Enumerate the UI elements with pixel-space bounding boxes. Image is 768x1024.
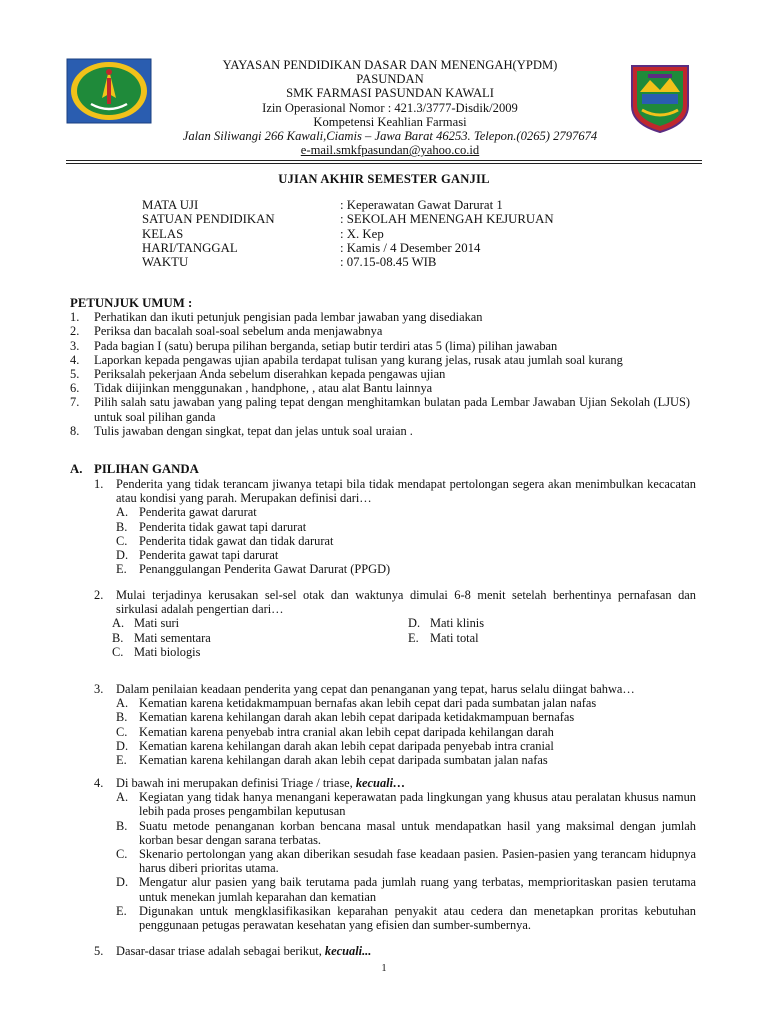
instruction-number: 6. bbox=[70, 381, 80, 396]
instruction-number: 8. bbox=[70, 423, 80, 438]
question-1 bbox=[94, 477, 696, 576]
option-letter: A. bbox=[116, 505, 129, 520]
answer-options bbox=[116, 696, 696, 767]
option-letter: E. bbox=[116, 562, 127, 577]
info-value: : 07.15-08.45 WIB bbox=[340, 255, 437, 270]
option-letter: D. bbox=[408, 616, 421, 631]
info-key: WAKTU bbox=[142, 255, 189, 270]
exam-title: UJIAN AKHIR SEMESTER GANJIL bbox=[278, 172, 490, 186]
section-title: PILIHAN GANDA bbox=[94, 462, 199, 476]
answer-options bbox=[116, 790, 696, 932]
option-text: Mati sementara bbox=[134, 630, 211, 645]
instruction-item bbox=[70, 310, 690, 324]
foundation-subname: PASUNDAN bbox=[356, 72, 424, 87]
option-text: Suatu metode penanganan korban bencana masal untuk mendapatkan hasil yang maksimal dengan jumlah korban besar dengan sarana terbatas. bbox=[139, 818, 696, 847]
options-column bbox=[408, 616, 484, 644]
answer-option[interactable] bbox=[116, 534, 696, 548]
option-text: Kematian karena kehilangan darah akan lebih cepat daripada sumbatan jalan nafas bbox=[139, 753, 548, 768]
answer-option[interactable] bbox=[408, 631, 484, 645]
instruction-number: 2. bbox=[70, 324, 80, 339]
question-3 bbox=[94, 682, 696, 767]
instruction-number: 5. bbox=[70, 367, 80, 382]
question-number: 1. bbox=[94, 477, 104, 491]
foundation-name: YAYASAN PENDIDIKAN DASAR DAN MENENGAH(YPDM) bbox=[222, 58, 558, 72]
option-letter: D. bbox=[116, 875, 129, 890]
option-letter: A. bbox=[116, 696, 129, 711]
info-value: : X. Kep bbox=[340, 226, 384, 241]
question-number: 5. bbox=[94, 944, 104, 958]
question-2 bbox=[94, 588, 696, 660]
option-letter: E. bbox=[408, 630, 419, 645]
instruction-item bbox=[70, 424, 690, 438]
option-letter: C. bbox=[112, 644, 124, 659]
instruction-number: 1. bbox=[70, 310, 80, 325]
option-letter: A. bbox=[116, 790, 129, 805]
option-text: Penderita gawat tapi darurat bbox=[139, 548, 279, 563]
header-divider-thin bbox=[66, 163, 702, 164]
instruction-item bbox=[70, 367, 690, 381]
option-letter: C. bbox=[116, 724, 128, 739]
answer-option[interactable] bbox=[408, 616, 484, 630]
question-4 bbox=[94, 776, 696, 932]
instructions-title: PETUNJUK UMUM : bbox=[70, 296, 193, 310]
option-letter: C. bbox=[116, 847, 128, 862]
option-text: Penderita tidak gawat dan tidak darurat bbox=[139, 533, 334, 548]
instruction-number: 7. bbox=[70, 395, 80, 410]
answer-option[interactable] bbox=[116, 790, 696, 818]
question-text: Penderita yang tidak terancam jiwanya tetapi bila tidak mendapat pertolongan segera akan menimbulkan kecacatan atau kondisi yang parah. Merupakan definisi dari… bbox=[116, 477, 696, 506]
exam-info-row bbox=[142, 198, 642, 212]
instruction-item bbox=[70, 381, 690, 395]
header-divider bbox=[66, 160, 702, 161]
option-letter: B. bbox=[112, 630, 124, 645]
question-text bbox=[116, 944, 696, 958]
competency: Kompetensi Keahlian Farmasi bbox=[313, 114, 467, 129]
option-text: Mati total bbox=[430, 630, 479, 645]
instruction-text: Pilih salah satu jawaban yang paling tepat dengan menghitamkan bulatan pada Lembar Jawaban Ujian Sekolah (LJUS) untuk soal pilihan ganda bbox=[94, 395, 690, 424]
school-address: Jalan Siliwangi 266 Kawali,Ciamis – Jawa Barat 46253. Telepon.(0265) 2797674 bbox=[182, 129, 598, 144]
question-number: 2. bbox=[94, 588, 104, 602]
instruction-item bbox=[70, 324, 690, 338]
instruction-item bbox=[70, 353, 690, 367]
answer-option[interactable] bbox=[116, 696, 696, 710]
info-key: HARI/TANGGAL bbox=[142, 240, 238, 255]
option-text: Penderita gawat darurat bbox=[139, 505, 257, 520]
option-text: Skenario pertolongan yang akan diberikan sesudah fase keadaan pasien. Pasien-pasien yang terancam hidupnya harus diberi prioritas utama. bbox=[139, 847, 696, 876]
exam-info-row bbox=[142, 212, 642, 226]
coat-of-arms-icon bbox=[628, 62, 692, 134]
option-text: Kegiatan yang tidak hanya menangani keperawatan pada lingkungan yang khusus atau peralatan khusus namun lebih pada proses pengambilan keputusan bbox=[139, 790, 696, 819]
school-email[interactable]: e-mail.smkfpasundan@yahoo.co.id bbox=[300, 143, 480, 158]
info-key: KELAS bbox=[142, 226, 184, 241]
option-text: Penderita tidak gawat tapi darurat bbox=[139, 519, 307, 534]
question-text: Dalam penilaian keadaan penderita yang cepat dan penanganan yang tepat, harus selalu diingat bahwa… bbox=[116, 682, 635, 696]
question-exception: kecuali... bbox=[324, 944, 372, 958]
answer-option[interactable] bbox=[116, 739, 696, 753]
answer-option[interactable] bbox=[116, 710, 696, 724]
instruction-text: Tulis jawaban dengan singkat, tepat dan jelas untuk soal uraian . bbox=[94, 423, 413, 438]
info-value: : Kamis / 4 Desember 2014 bbox=[340, 240, 481, 255]
instruction-item bbox=[70, 395, 690, 423]
answer-options bbox=[112, 616, 696, 660]
answer-option[interactable] bbox=[116, 847, 696, 875]
option-letter: C. bbox=[116, 533, 128, 548]
operational-permit: Izin Operasional Nomor : 421.3/3777-Disdik/2009 bbox=[262, 100, 518, 115]
info-value: : SEKOLAH MENENGAH KEJURUAN bbox=[340, 212, 554, 227]
letterhead bbox=[66, 58, 702, 158]
general-instructions bbox=[70, 296, 690, 438]
question-number: 4. bbox=[94, 776, 104, 790]
option-letter: D. bbox=[116, 548, 129, 563]
instruction-text: Pada bagian I (satu) berupa pilihan berganda, setiap butir terdiri atas 5 (lima) pilihan jawaban bbox=[94, 338, 558, 353]
exam-info-row bbox=[142, 241, 642, 255]
question-stem: Dasar-dasar triase adalah sebagai berikut, bbox=[116, 944, 325, 958]
answer-option[interactable] bbox=[116, 548, 696, 562]
option-text: Mengatur alur pasien yang baik terutama pada jumlah ruang yang terbatas, memprioritaskan pasien terutama untuk menekan jumlah keparahan dan kematian bbox=[139, 875, 696, 904]
question-text: Mulai terjadinya kerusakan sel-sel otak dan waktunya dimulai 6-8 menit setelah berhentinya pernafasan dan sirkulasi adalah pengertian dari… bbox=[116, 588, 696, 617]
option-text: Kematian karena kehilangan darah akan lebih cepat daripada ketidakmampuan bernafas bbox=[139, 710, 575, 725]
region-logo bbox=[628, 62, 692, 134]
instruction-text: Laporkan kepada pengawas ujian apabila terdapat tulisan yang kurang jelas, rusak atau jumlah soal kurang bbox=[94, 352, 623, 367]
option-letter: B. bbox=[116, 519, 128, 534]
instruction-item bbox=[70, 339, 690, 353]
answer-option[interactable] bbox=[116, 505, 696, 519]
answer-option[interactable] bbox=[116, 725, 696, 739]
option-text: Digunakan untuk mengklasifikasikan keparahan penyakit atau cedera dan menetapkan proritas kebutuhan penggunaan petugas perawatan kesehatan yang efisien dan sumber-sumbernya. bbox=[139, 903, 696, 933]
exam-info-row bbox=[142, 227, 642, 241]
instruction-text: Periksalah pekerjaan Anda sebelum diserahkan kepada pengawas ujian bbox=[94, 367, 446, 382]
school-emblem-icon bbox=[66, 58, 152, 124]
answer-option[interactable] bbox=[116, 819, 696, 847]
exam-info-row bbox=[142, 255, 642, 269]
option-text: Penanggulangan Penderita Gawat Darurat (PPGD) bbox=[139, 562, 391, 577]
answer-options bbox=[116, 505, 696, 576]
instruction-text: Tidak diijinkan menggunakan , handphone, , atau alat Bantu lainnya bbox=[94, 381, 433, 396]
exam-info bbox=[142, 198, 642, 269]
answer-option[interactable] bbox=[116, 520, 696, 534]
option-letter: A. bbox=[112, 616, 125, 631]
option-letter: E. bbox=[116, 903, 127, 918]
answer-option[interactable] bbox=[112, 631, 211, 645]
answer-option[interactable] bbox=[116, 562, 696, 576]
instruction-number: 4. bbox=[70, 352, 80, 367]
section-heading bbox=[70, 462, 199, 476]
info-key: SATUAN PENDIDIKAN bbox=[142, 212, 275, 227]
question-text bbox=[116, 776, 696, 790]
options-column bbox=[112, 616, 211, 659]
option-text: Kematian karena penyebab intra cranial akan lebih cepat daripada kehilangan darah bbox=[139, 724, 554, 739]
option-letter: B. bbox=[116, 710, 128, 725]
option-text: Mati klinis bbox=[430, 616, 485, 631]
question-exception: kecuali… bbox=[355, 776, 406, 790]
answer-option[interactable] bbox=[116, 875, 696, 903]
answer-option[interactable] bbox=[116, 753, 696, 767]
instruction-text: Periksa dan bacalah soal-soal sebelum anda menjawabnya bbox=[94, 324, 383, 339]
question-stem: Di bawah ini merupakan definisi Triage / triase, bbox=[116, 776, 356, 790]
option-text: Mati suri bbox=[134, 616, 180, 631]
school-name: SMK FARMASI PASUNDAN KAWALI bbox=[286, 86, 494, 101]
instruction-text: Perhatikan dan ikuti petunjuk pengisian pada lembar jawaban yang disediakan bbox=[94, 310, 483, 325]
question-number: 3. bbox=[94, 682, 104, 696]
answer-option[interactable] bbox=[112, 616, 211, 630]
option-text: Mati biologis bbox=[134, 644, 201, 659]
info-key: MATA UJI bbox=[142, 198, 199, 212]
instruction-number: 3. bbox=[70, 338, 80, 353]
answer-option[interactable] bbox=[112, 645, 211, 659]
section-letter: A. bbox=[70, 462, 83, 476]
question-5 bbox=[94, 944, 696, 958]
option-text: Kematian karena ketidakmampuan bernafas akan lebih cepat dari pada sumbatan jalan nafas bbox=[139, 696, 597, 711]
option-letter: B. bbox=[116, 818, 128, 833]
school-logo bbox=[66, 58, 152, 124]
option-text: Kematian karena kehilangan darah akan lebih cepat daripada penyebab intra cranial bbox=[139, 738, 554, 753]
info-value: : Keperawatan Gawat Darurat 1 bbox=[340, 198, 503, 212]
page-number: 1 bbox=[381, 963, 387, 974]
option-letter: D. bbox=[116, 738, 129, 753]
option-letter: E. bbox=[116, 753, 127, 768]
instructions-list bbox=[70, 310, 690, 438]
letterhead-text bbox=[156, 58, 624, 157]
answer-option[interactable] bbox=[116, 904, 696, 932]
